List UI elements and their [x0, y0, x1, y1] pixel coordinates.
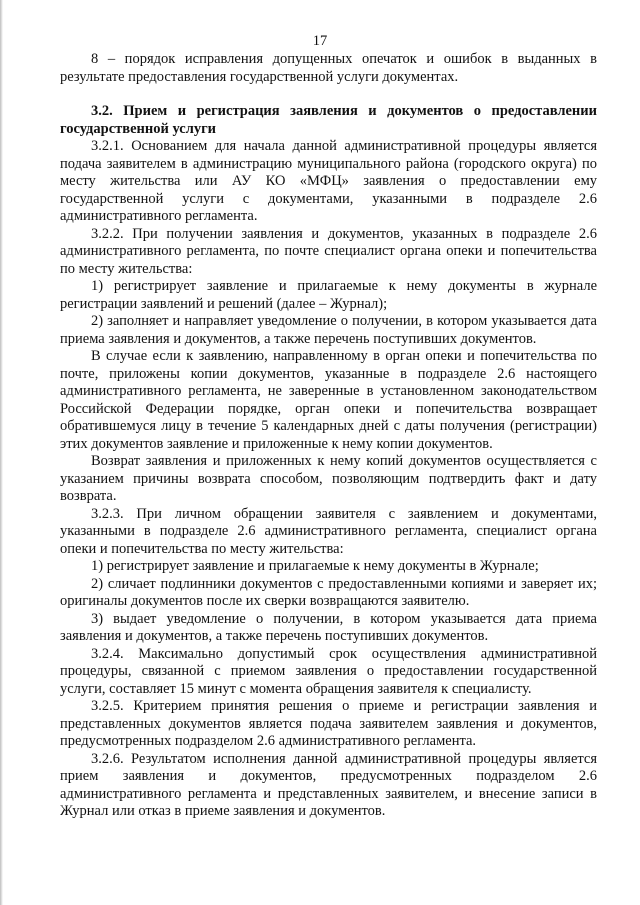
- paragraph-3-2-2-item-1: 1) регистрирует заявление и прилагаемые к нему документы в журнале регистрации заявлений и решений (далее – Журнал);: [60, 278, 597, 312]
- scan-edge: [0, 0, 3, 905]
- paragraph-3-2-3: 3.2.3. При личном обращении заявителя с заявлением и документами, указанными в подразделе 2.6 административного регламента, специалист органа опеки и попечительства по месту жительства:: [60, 505, 597, 557]
- intro-item-8: 8 – порядок исправления допущенных опечаток и ошибок в выданных в результате предоставления государственной услуги документах.: [60, 51, 597, 85]
- spacer: [60, 86, 597, 103]
- paragraph-3-2-1: 3.2.1. Основанием для начала данной административной процедуры является подача заявителем в администрацию муниципального района (городского округа) по месту жительства или АУ КО «МФЦ» заявления о предоставлении ему государственной услуги с документами, указанными в подразделе 2.6 административного регламента.: [60, 138, 597, 224]
- paragraph-return: Возврат заявления и приложенных к нему копий документов осуществляется с указанием причины возврата способом, позволяющим подтвердить факт и дату возврата.: [60, 453, 597, 504]
- page-number: 17: [312, 33, 328, 49]
- paragraph-3-2-3-item-2: 2) сличает подлинники документов с предоставленными копиями и заверяет их; оригиналы документов после их сверки возвращаются заявителю.: [60, 575, 597, 609]
- paragraph-mail-copies: В случае если к заявлению, направленному в орган опеки и попечительства по почте, приложены копии документов, указанные в подразделе 2.6 настоящего административного регламента, не заверенные в установленном законодательством Российской Федерации порядке, орган опеки и попечительства возвращает обратившемуся лицу в течение 5 календарных дней с даты получения (регистрации) этих документов заявление и приложенные к нему копии документов.: [60, 348, 597, 452]
- paragraph-3-2-4: 3.2.4. Максимально допустимый срок осуществления административной процедуры, связанной с приемом заявления о предоставлении государственной услуги, составляет 15 минут с момента обращения заявителя к специалисту.: [60, 645, 597, 697]
- paragraph-3-2-5: 3.2.5. Критерием принятия решения о приеме и регистрации заявления и представленных документов является подача заявителем заявления и документов, предусмотренных подразделом 2.6 административного регламента.: [60, 698, 597, 749]
- paragraph-3-2-2-item-2: 2) заполняет и направляет уведомление о получении, в котором указывается дата приема заявления и документов, а также перечень поступивших документов.: [60, 313, 597, 347]
- paragraph-3-2-2: 3.2.2. При получении заявления и документов, указанных в подразделе 2.6 административного регламента, по почте специалист органа опеки и попечительства по месту жительства:: [60, 225, 597, 277]
- document-body: [60, 51, 597, 821]
- paragraph-3-2-3-item-3: 3) выдает уведомление о получении, в котором указывается дата приема заявления и документов, а также перечень поступивших документов.: [60, 610, 597, 644]
- section-heading: 3.2. Прием и регистрация заявления и документов о предоставлении государственной услуги: [60, 103, 597, 137]
- paragraph-3-2-3-item-1: 1) регистрирует заявление и прилагаемые к нему документы в Журнале;: [91, 558, 539, 574]
- paragraph-3-2-6: 3.2.6. Результатом исполнения данной административной процедуры является прием заявления и документов, предусмотренных подразделом 2.6 административного регламента и представленных заявителем, и внесение записи в Журнал или отказ в приеме заявления и документов.: [60, 750, 597, 819]
